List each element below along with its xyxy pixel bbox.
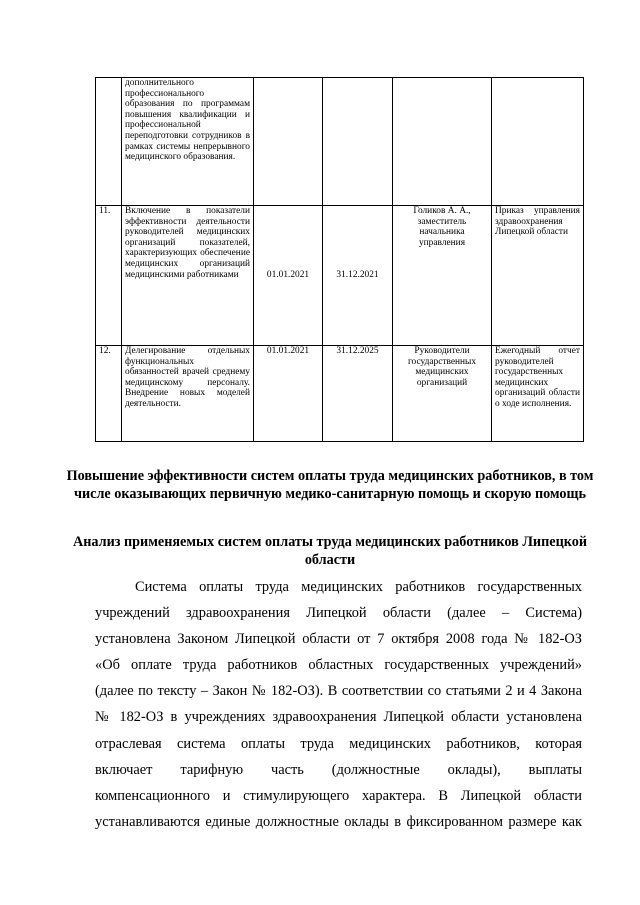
row-number: 11.: [96, 206, 122, 346]
body-paragraph: [95, 574, 582, 835]
end-date-cell: 31.12.2025: [323, 346, 393, 442]
table-row: [96, 346, 584, 442]
paragraph-line: включает тарифную часть (должностные оклады), выплаты: [95, 761, 582, 778]
paragraph-line: установлена Законом Липецкой области от 7 октября 2008 года № 182-ОЗ: [95, 631, 582, 648]
action-cell: Делегирование отдельных функциональных обязанностей врачей среднему медицинскому персоналу. Внедрение новых моделей деятельности.: [122, 346, 254, 442]
responsible-cell: Голиков А. А., заместитель начальника управления: [393, 206, 492, 346]
result-cell: Ежегодный отчет руководителей государственных медицинских организаций области о ходе исполнения.: [492, 346, 584, 442]
responsible-cell: [393, 78, 492, 206]
result-cell: Приказ управления здравоохранения Липецкой области: [492, 206, 584, 346]
subsection-heading: Анализ применяемых систем оплаты труда медицинских работников Липецкой области: [72, 534, 588, 568]
paragraph-line: «Об оплате труда работников областных государственных учреждений»: [95, 657, 582, 674]
section-heading: Повышение эффективности систем оплаты труда медицинских работников, в том числе оказывающих первичную медико-санитарную помощь и скорую помощь: [66, 468, 594, 502]
paragraph-line: устанавливаются единые должностные оклады в фиксированном размере как: [95, 813, 582, 830]
paragraph-line: Система оплаты труда медицинских работников государственных: [135, 579, 582, 595]
start-date-cell: [254, 78, 323, 206]
table-row: [96, 206, 584, 346]
action-cell: дополнительного профессионального образования по программам повышения квалификации и профессиональной переподготовки сотрудников в рамках системы непрерывного медицинского образования.: [122, 78, 254, 206]
end-date-cell: 31.12.2021: [323, 206, 393, 346]
result-cell: [492, 78, 584, 206]
end-date-cell: [323, 78, 393, 206]
start-date-cell: 01.01.2021: [254, 346, 323, 442]
action-cell: Включение в показатели эффективности деятельности руководителей медицинских организаций показателей, характеризующих обеспечение медицинских организаций медицинскими работниками: [122, 206, 254, 346]
paragraph-line: учреждений здравоохранения Липецкой области (далее – Система): [95, 605, 582, 622]
paragraph-line: компенсационного и стимулирующего характера. В Липецкой области: [95, 787, 582, 804]
responsible-cell: Руководители государственных медицинских организаций: [393, 346, 492, 442]
paragraph-line: отраслевая система оплаты труда медицинских работников, которая: [95, 735, 582, 752]
row-number: 12.: [96, 346, 122, 442]
paragraph-line: № 182-ОЗ в учреждениях здравоохранения Липецкой области установлена: [95, 709, 582, 726]
paragraph-line: (далее по тексту – Закон № 182-ОЗ). В соответствии со статьями 2 и 4 Закона: [95, 683, 582, 700]
start-date-cell: 01.01.2021: [254, 206, 323, 346]
table-row: [96, 78, 584, 206]
row-number: [96, 78, 122, 206]
measures-table: [95, 77, 584, 442]
